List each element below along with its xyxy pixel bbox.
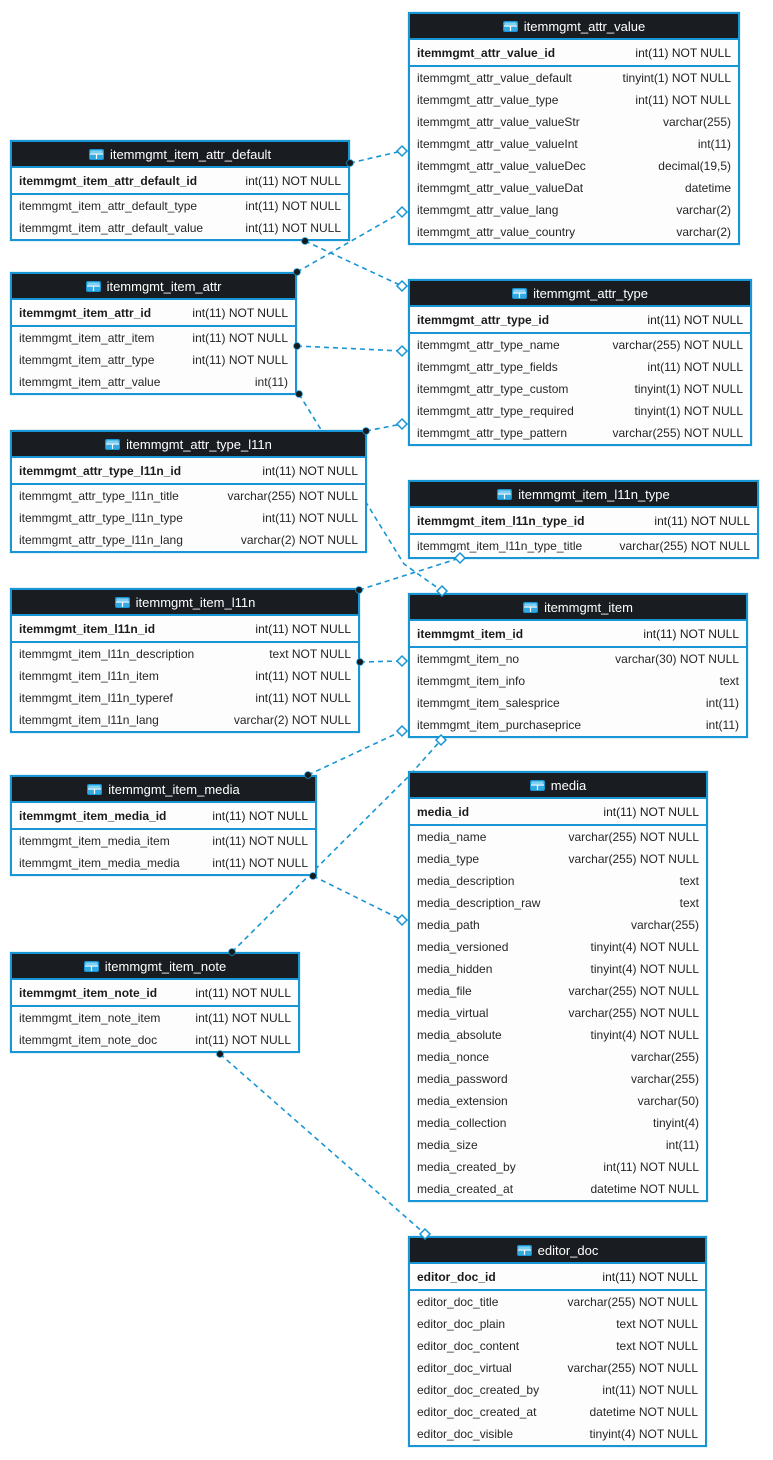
field-name: itemmgmt_item_l11n_typeref bbox=[19, 691, 173, 705]
primary-key-name: editor_doc_id bbox=[417, 1269, 496, 1284]
field-type: varchar(2) bbox=[676, 225, 731, 239]
table-icon bbox=[503, 21, 518, 32]
field-row[interactable] bbox=[12, 830, 315, 852]
table-title-bar[interactable] bbox=[410, 1238, 705, 1264]
field-type: int(11) NOT NULL bbox=[192, 353, 288, 367]
field-type: tinyint(1) NOT NULL bbox=[622, 71, 731, 85]
table-title-bar[interactable] bbox=[410, 281, 750, 307]
table-icon bbox=[115, 597, 130, 608]
primary-key-type: int(11) NOT NULL bbox=[192, 305, 288, 320]
field-name: itemmgmt_item_no bbox=[417, 652, 520, 666]
table-editor_doc[interactable] bbox=[408, 1236, 707, 1447]
field-row[interactable] bbox=[410, 1401, 705, 1423]
field-type: int(11) NOT NULL bbox=[212, 834, 308, 848]
table-title-bar[interactable] bbox=[12, 777, 315, 803]
field-name: itemmgmt_attr_value_country bbox=[417, 225, 576, 239]
table-name: itemmgmt_item_note bbox=[104, 958, 227, 974]
table-title-bar[interactable] bbox=[12, 432, 365, 458]
table-title-bar[interactable] bbox=[410, 595, 746, 621]
field-row[interactable] bbox=[12, 643, 358, 665]
field-name: media_name bbox=[417, 830, 487, 844]
primary-key-type: int(11) NOT NULL bbox=[603, 804, 699, 819]
field-name: itemmgmt_item_attr_default_type bbox=[19, 199, 198, 213]
field-type: tinyint(4) NOT NULL bbox=[590, 962, 699, 976]
field-name: itemmgmt_item_note_doc bbox=[19, 1033, 158, 1047]
field-name: itemmgmt_attr_value_valueStr bbox=[417, 115, 580, 129]
field-type: varchar(255) NOT NULL bbox=[567, 1361, 698, 1375]
field-type: text bbox=[719, 674, 739, 688]
field-type: varchar(2) bbox=[676, 203, 731, 217]
table-icon bbox=[84, 961, 99, 972]
field-name: editor_doc_created_by bbox=[417, 1383, 540, 1397]
table-name: itemmgmt_item bbox=[544, 599, 633, 615]
table-itemmgmt_attr_type[interactable] bbox=[408, 279, 752, 446]
primary-key-name: itemmgmt_item_note_id bbox=[19, 985, 158, 1000]
field-row[interactable] bbox=[410, 1423, 705, 1445]
table-icon bbox=[517, 1245, 532, 1256]
primary-key-name: itemmgmt_item_l11n_id bbox=[19, 621, 156, 636]
field-row[interactable] bbox=[12, 1007, 298, 1029]
table-icon bbox=[497, 489, 512, 500]
field-name: media_file bbox=[417, 984, 472, 998]
field-type: int(11) NOT NULL bbox=[603, 1160, 699, 1174]
field-type: datetime NOT NULL bbox=[590, 1182, 699, 1196]
table-name: media bbox=[550, 777, 587, 793]
table-title-bar[interactable] bbox=[410, 482, 757, 508]
field-name: media_virtual bbox=[417, 1006, 489, 1020]
field-type: int(11) bbox=[665, 1138, 699, 1152]
field-name: itemmgmt_attr_type_custom bbox=[417, 382, 569, 396]
table-itemmgmt_item_note[interactable] bbox=[10, 952, 300, 1053]
primary-key-name: itemmgmt_attr_type_l11n_id bbox=[19, 463, 182, 478]
field-name: itemmgmt_item_attr_item bbox=[19, 331, 155, 345]
table-glyph bbox=[512, 288, 527, 299]
primary-key-name: itemmgmt_attr_type_id bbox=[417, 312, 550, 327]
table-title-bar[interactable] bbox=[12, 274, 295, 300]
table-glyph bbox=[503, 21, 518, 32]
field-row[interactable] bbox=[410, 1357, 705, 1379]
field-type: text bbox=[679, 896, 699, 910]
field-row[interactable] bbox=[410, 1134, 706, 1156]
table-name: itemmgmt_attr_type_l11n bbox=[126, 436, 272, 452]
field-row[interactable] bbox=[12, 1029, 298, 1051]
table-itemmgmt_attr_type_l11n[interactable] bbox=[10, 430, 367, 553]
primary-key-name: itemmgmt_item_id bbox=[417, 626, 524, 641]
field-row[interactable] bbox=[12, 709, 358, 731]
field-type: varchar(255) NOT NULL bbox=[567, 1295, 698, 1309]
table-icon bbox=[86, 281, 101, 292]
field-row[interactable] bbox=[12, 195, 348, 217]
field-name: editor_doc_content bbox=[417, 1339, 520, 1353]
field-type: varchar(255) NOT NULL bbox=[619, 539, 750, 553]
table-name: itemmgmt_item_attr bbox=[106, 278, 222, 294]
field-name: editor_doc_virtual bbox=[417, 1361, 512, 1375]
primary-key-name: itemmgmt_item_l11n_type_id bbox=[417, 513, 585, 528]
field-row[interactable] bbox=[410, 1024, 706, 1046]
primary-key-row[interactable] bbox=[12, 980, 298, 1007]
field-type: varchar(255) NOT NULL bbox=[568, 984, 699, 998]
field-type: int(11) NOT NULL bbox=[195, 1033, 291, 1047]
field-row[interactable] bbox=[410, 111, 738, 133]
field-row[interactable] bbox=[410, 692, 746, 714]
field-name: media_nonce bbox=[417, 1050, 490, 1064]
primary-key-name: itemmgmt_attr_value_id bbox=[417, 45, 556, 60]
field-name: itemmgmt_attr_value_lang bbox=[417, 203, 559, 217]
field-type: text NOT NULL bbox=[269, 647, 351, 661]
field-row[interactable] bbox=[410, 914, 706, 936]
field-name: itemmgmt_item_purchaseprice bbox=[417, 718, 582, 732]
field-type: datetime NOT NULL bbox=[589, 1405, 698, 1419]
field-name: editor_doc_visible bbox=[417, 1427, 514, 1441]
field-type: varchar(255) NOT NULL bbox=[612, 426, 743, 440]
field-row[interactable] bbox=[410, 400, 750, 422]
field-type: int(11) bbox=[705, 718, 739, 732]
field-type: varchar(255) NOT NULL bbox=[612, 338, 743, 352]
field-type: varchar(255) bbox=[630, 1072, 699, 1086]
table-name: itemmgmt_item_l11n_type bbox=[518, 486, 670, 502]
table-itemmgmt_item_l11n[interactable] bbox=[10, 588, 360, 733]
field-type: int(11) NOT NULL bbox=[245, 199, 341, 213]
table-itemmgmt_item_media[interactable] bbox=[10, 775, 317, 876]
field-row[interactable] bbox=[410, 1178, 706, 1200]
field-row[interactable] bbox=[410, 1046, 706, 1068]
field-name: itemmgmt_item_attr_default_value bbox=[19, 221, 204, 235]
field-type: int(11) bbox=[705, 696, 739, 710]
primary-key-row[interactable] bbox=[12, 616, 358, 643]
primary-key-row[interactable] bbox=[12, 300, 295, 327]
table-glyph bbox=[87, 784, 102, 795]
field-type: varchar(2) NOT NULL bbox=[240, 533, 358, 547]
field-row[interactable] bbox=[12, 529, 365, 551]
field-name: media_extension bbox=[417, 1094, 508, 1108]
primary-key-row[interactable] bbox=[410, 799, 706, 826]
field-name: itemmgmt_item_media_item bbox=[19, 834, 170, 848]
field-row[interactable] bbox=[410, 133, 738, 155]
field-row[interactable] bbox=[410, 958, 706, 980]
table-icon bbox=[523, 602, 538, 613]
field-row[interactable] bbox=[410, 535, 757, 557]
table-itemmgmt_item_attr[interactable] bbox=[10, 272, 297, 395]
field-row[interactable] bbox=[410, 67, 738, 89]
field-name: itemmgmt_attr_type_fields bbox=[417, 360, 558, 374]
field-name: media_created_at bbox=[417, 1182, 514, 1196]
field-name: media_description_raw bbox=[417, 896, 541, 910]
field-name: itemmgmt_attr_type_required bbox=[417, 404, 574, 418]
primary-key-type: int(11) NOT NULL bbox=[195, 985, 291, 1000]
field-type: int(11) bbox=[254, 375, 288, 389]
field-row[interactable] bbox=[410, 714, 746, 736]
field-name: itemmgmt_item_note_item bbox=[19, 1011, 161, 1025]
field-name: itemmgmt_item_salesprice bbox=[417, 696, 560, 710]
primary-key-type: int(11) NOT NULL bbox=[262, 463, 358, 478]
table-name: itemmgmt_item_l11n bbox=[135, 594, 256, 610]
field-row[interactable] bbox=[410, 980, 706, 1002]
field-name: media_created_by bbox=[417, 1160, 516, 1174]
primary-key-row[interactable] bbox=[12, 803, 315, 830]
table-icon bbox=[105, 439, 120, 450]
table-itemmgmt_attr_value[interactable] bbox=[408, 12, 740, 245]
field-row[interactable] bbox=[410, 334, 750, 356]
field-row[interactable] bbox=[410, 892, 706, 914]
primary-key-type: int(11) NOT NULL bbox=[654, 513, 750, 528]
table-name: itemmgmt_attr_type bbox=[533, 285, 648, 301]
table-glyph bbox=[115, 597, 130, 608]
table-itemmgmt_item[interactable] bbox=[408, 593, 748, 738]
table-name: itemmgmt_item_media bbox=[108, 781, 240, 797]
field-row[interactable] bbox=[12, 327, 295, 349]
field-name: itemmgmt_attr_type_name bbox=[417, 338, 560, 352]
field-name: media_versioned bbox=[417, 940, 509, 954]
table-icon bbox=[87, 784, 102, 795]
field-type: int(11) NOT NULL bbox=[195, 1011, 291, 1025]
primary-key-type: int(11) NOT NULL bbox=[647, 312, 743, 327]
table-icon bbox=[512, 288, 527, 299]
field-row[interactable] bbox=[12, 485, 365, 507]
primary-key-row[interactable] bbox=[410, 307, 750, 334]
field-name: itemmgmt_item_attr_value bbox=[19, 375, 161, 389]
field-name: media_collection bbox=[417, 1116, 507, 1130]
table-glyph bbox=[84, 961, 99, 972]
field-type: int(11) NOT NULL bbox=[602, 1383, 698, 1397]
field-type: varchar(30) NOT NULL bbox=[615, 652, 739, 666]
field-type: varchar(2) NOT NULL bbox=[233, 713, 351, 727]
field-row[interactable] bbox=[410, 378, 750, 400]
field-row[interactable] bbox=[410, 1090, 706, 1112]
table-glyph bbox=[530, 780, 545, 791]
primary-key-row[interactable] bbox=[410, 621, 746, 648]
table-glyph bbox=[86, 281, 101, 292]
field-row[interactable] bbox=[410, 221, 738, 243]
field-type: text bbox=[679, 874, 699, 888]
field-row[interactable] bbox=[410, 1002, 706, 1024]
field-type: varchar(50) bbox=[637, 1094, 699, 1108]
field-row[interactable] bbox=[410, 936, 706, 958]
field-name: media_description bbox=[417, 874, 515, 888]
field-name: itemmgmt_item_l11n_item bbox=[19, 669, 159, 683]
table-glyph bbox=[105, 439, 120, 450]
table-title-bar[interactable] bbox=[410, 14, 738, 40]
field-type: int(11) NOT NULL bbox=[635, 93, 731, 107]
field-name: itemmgmt_item_media_media bbox=[19, 856, 180, 870]
field-row[interactable] bbox=[410, 1068, 706, 1090]
field-name: itemmgmt_attr_value_type bbox=[417, 93, 559, 107]
field-name: itemmgmt_attr_value_valueDat bbox=[417, 181, 584, 195]
field-row[interactable] bbox=[12, 371, 295, 393]
primary-key-type: int(11) NOT NULL bbox=[635, 45, 731, 60]
field-type: tinyint(4) NOT NULL bbox=[590, 1028, 699, 1042]
field-row[interactable] bbox=[12, 349, 295, 371]
field-name: itemmgmt_attr_type_pattern bbox=[417, 426, 568, 440]
primary-key-row[interactable] bbox=[12, 458, 365, 485]
field-type: text NOT NULL bbox=[616, 1317, 698, 1331]
field-type: datetime bbox=[684, 181, 731, 195]
primary-key-type: int(11) NOT NULL bbox=[643, 626, 739, 641]
field-type: decimal(19,5) bbox=[658, 159, 731, 173]
field-name: editor_doc_title bbox=[417, 1295, 499, 1309]
field-row[interactable] bbox=[12, 687, 358, 709]
field-name: media_password bbox=[417, 1072, 508, 1086]
table-icon bbox=[530, 780, 545, 791]
field-type: varchar(255) bbox=[630, 918, 699, 932]
field-row[interactable] bbox=[410, 870, 706, 892]
field-type: varchar(255) NOT NULL bbox=[568, 852, 699, 866]
field-name: media_path bbox=[417, 918, 480, 932]
field-type: tinyint(4) bbox=[652, 1116, 699, 1130]
primary-key-name: itemmgmt_item_attr_default_id bbox=[19, 173, 198, 188]
field-type: int(11) NOT NULL bbox=[255, 669, 351, 683]
field-name: itemmgmt_item_attr_type bbox=[19, 353, 155, 367]
table-name: editor_doc bbox=[537, 1242, 599, 1258]
primary-key-type: int(11) NOT NULL bbox=[212, 808, 308, 823]
field-row[interactable] bbox=[410, 155, 738, 177]
field-name: itemmgmt_item_info bbox=[417, 674, 526, 688]
field-name: media_absolute bbox=[417, 1028, 502, 1042]
field-type: varchar(255) bbox=[662, 115, 731, 129]
table-title-bar[interactable] bbox=[12, 954, 298, 980]
primary-key-row[interactable] bbox=[12, 168, 348, 195]
field-name: itemmgmt_item_l11n_lang bbox=[19, 713, 159, 727]
field-row[interactable] bbox=[410, 1112, 706, 1134]
field-type: int(11) NOT NULL bbox=[647, 360, 743, 374]
field-type: tinyint(4) NOT NULL bbox=[590, 940, 699, 954]
field-row[interactable] bbox=[410, 1313, 705, 1335]
field-row[interactable] bbox=[410, 177, 738, 199]
primary-key-type: int(11) NOT NULL bbox=[602, 1269, 698, 1284]
primary-key-type: int(11) NOT NULL bbox=[255, 621, 351, 636]
field-type: varchar(255) NOT NULL bbox=[227, 489, 358, 503]
field-name: media_hidden bbox=[417, 962, 493, 976]
primary-key-name: itemmgmt_item_attr_id bbox=[19, 305, 152, 320]
field-name: itemmgmt_attr_value_valueDec bbox=[417, 159, 586, 173]
field-row[interactable] bbox=[410, 1379, 705, 1401]
field-type: varchar(255) NOT NULL bbox=[568, 1006, 699, 1020]
field-type: int(11) NOT NULL bbox=[212, 856, 308, 870]
table-title-bar[interactable] bbox=[410, 773, 706, 799]
field-type: tinyint(1) NOT NULL bbox=[634, 382, 743, 396]
field-type: int(11) bbox=[697, 137, 731, 151]
field-type: tinyint(1) NOT NULL bbox=[634, 404, 743, 418]
primary-key-row[interactable] bbox=[410, 1264, 705, 1291]
field-row[interactable] bbox=[410, 1335, 705, 1357]
field-name: itemmgmt_attr_value_valueInt bbox=[417, 137, 578, 151]
field-name: media_size bbox=[417, 1138, 478, 1152]
field-name: media_type bbox=[417, 852, 480, 866]
field-type: int(11) NOT NULL bbox=[262, 511, 358, 525]
field-row[interactable] bbox=[410, 648, 746, 670]
field-type: int(11) NOT NULL bbox=[245, 221, 341, 235]
field-row[interactable] bbox=[410, 356, 750, 378]
field-type: tinyint(4) NOT NULL bbox=[589, 1427, 698, 1441]
field-type: text NOT NULL bbox=[616, 1339, 698, 1353]
field-name: editor_doc_created_at bbox=[417, 1405, 537, 1419]
table-glyph bbox=[497, 489, 512, 500]
field-name: itemmgmt_attr_value_default bbox=[417, 71, 572, 85]
primary-key-name: media_id bbox=[417, 804, 470, 819]
table-itemmgmt_item_l11n_type[interactable] bbox=[408, 480, 759, 559]
field-row[interactable] bbox=[12, 665, 358, 687]
field-row[interactable] bbox=[410, 422, 750, 444]
table-name: itemmgmt_item_attr_default bbox=[109, 146, 272, 162]
table-media[interactable] bbox=[408, 771, 708, 1202]
table-icon bbox=[89, 149, 104, 160]
field-row[interactable] bbox=[12, 852, 315, 874]
field-row[interactable] bbox=[410, 670, 746, 692]
field-row[interactable] bbox=[12, 507, 365, 529]
primary-key-row[interactable] bbox=[410, 508, 757, 535]
field-row[interactable] bbox=[410, 199, 738, 221]
field-row[interactable] bbox=[12, 217, 348, 239]
field-type: varchar(255) bbox=[630, 1050, 699, 1064]
field-name: itemmgmt_attr_type_l11n_type bbox=[19, 511, 183, 525]
table-itemmgmt_item_attr_default[interactable] bbox=[10, 140, 350, 241]
field-row[interactable] bbox=[410, 848, 706, 870]
field-row[interactable] bbox=[410, 1156, 706, 1178]
table-name: itemmgmt_attr_value bbox=[523, 18, 646, 34]
table-title-bar[interactable] bbox=[12, 590, 358, 616]
table-glyph bbox=[89, 149, 104, 160]
field-name: itemmgmt_attr_type_l11n_lang bbox=[19, 533, 183, 547]
field-row[interactable] bbox=[410, 1291, 705, 1313]
primary-key-name: itemmgmt_item_media_id bbox=[19, 808, 167, 823]
field-name: itemmgmt_attr_type_l11n_title bbox=[19, 489, 179, 503]
primary-key-type: int(11) NOT NULL bbox=[245, 173, 341, 188]
table-glyph bbox=[523, 602, 538, 613]
field-name: itemmgmt_item_l11n_type_title bbox=[417, 539, 583, 553]
field-type: int(11) NOT NULL bbox=[255, 691, 351, 705]
table-glyph bbox=[517, 1245, 532, 1256]
field-row[interactable] bbox=[410, 89, 738, 111]
primary-key-row[interactable] bbox=[410, 40, 738, 67]
field-type: int(11) NOT NULL bbox=[192, 331, 288, 345]
field-row[interactable] bbox=[410, 826, 706, 848]
field-type: varchar(255) NOT NULL bbox=[568, 830, 699, 844]
field-name: editor_doc_plain bbox=[417, 1317, 506, 1331]
table-title-bar[interactable] bbox=[12, 142, 348, 168]
field-name: itemmgmt_item_l11n_description bbox=[19, 647, 195, 661]
